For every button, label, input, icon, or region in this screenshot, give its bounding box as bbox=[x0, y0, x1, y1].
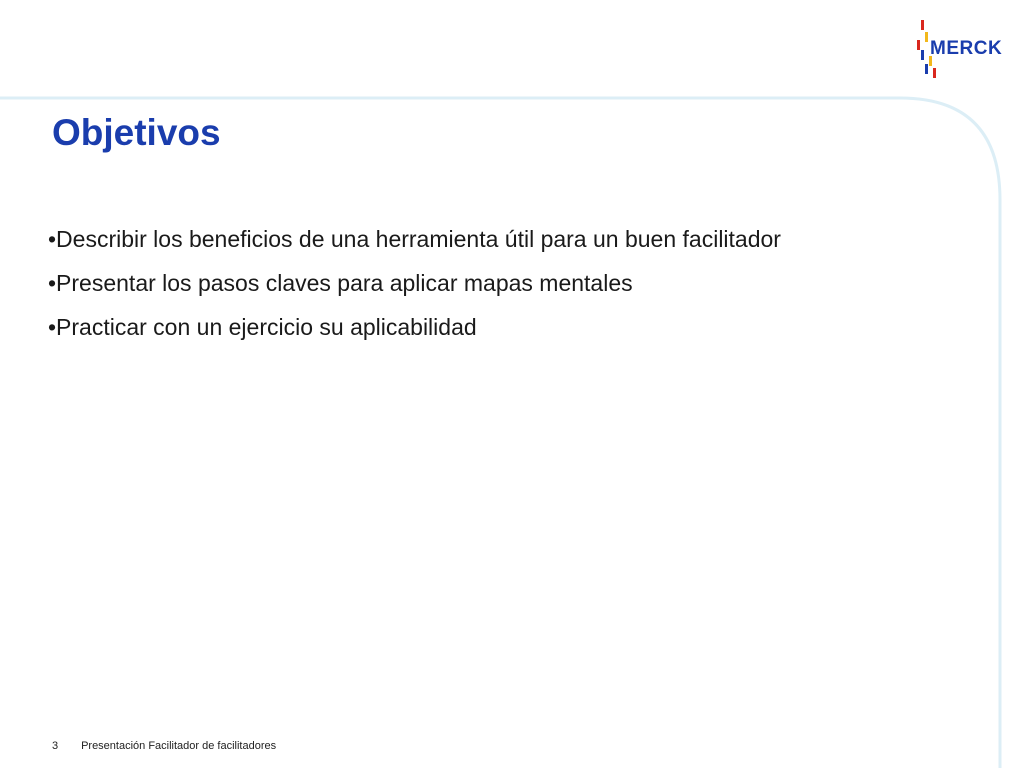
bullet-item: •Practicar con un ejercicio su aplicabilidad bbox=[48, 314, 477, 340]
bullet-item: •Describir los beneficios de una herramienta útil para un buen facilitador bbox=[48, 226, 781, 252]
page-number: 3 bbox=[52, 740, 59, 752]
bullet-item: •Presentar los pasos claves para aplicar mapas mentales bbox=[48, 270, 633, 296]
merck-logo-text: MERCK bbox=[930, 38, 1003, 59]
footer-text: Presentación Facilitador de facilitadores bbox=[81, 740, 277, 752]
slide-footer bbox=[52, 740, 276, 752]
bullet-list bbox=[48, 224, 781, 356]
slide-title: Objetivos bbox=[52, 112, 221, 153]
